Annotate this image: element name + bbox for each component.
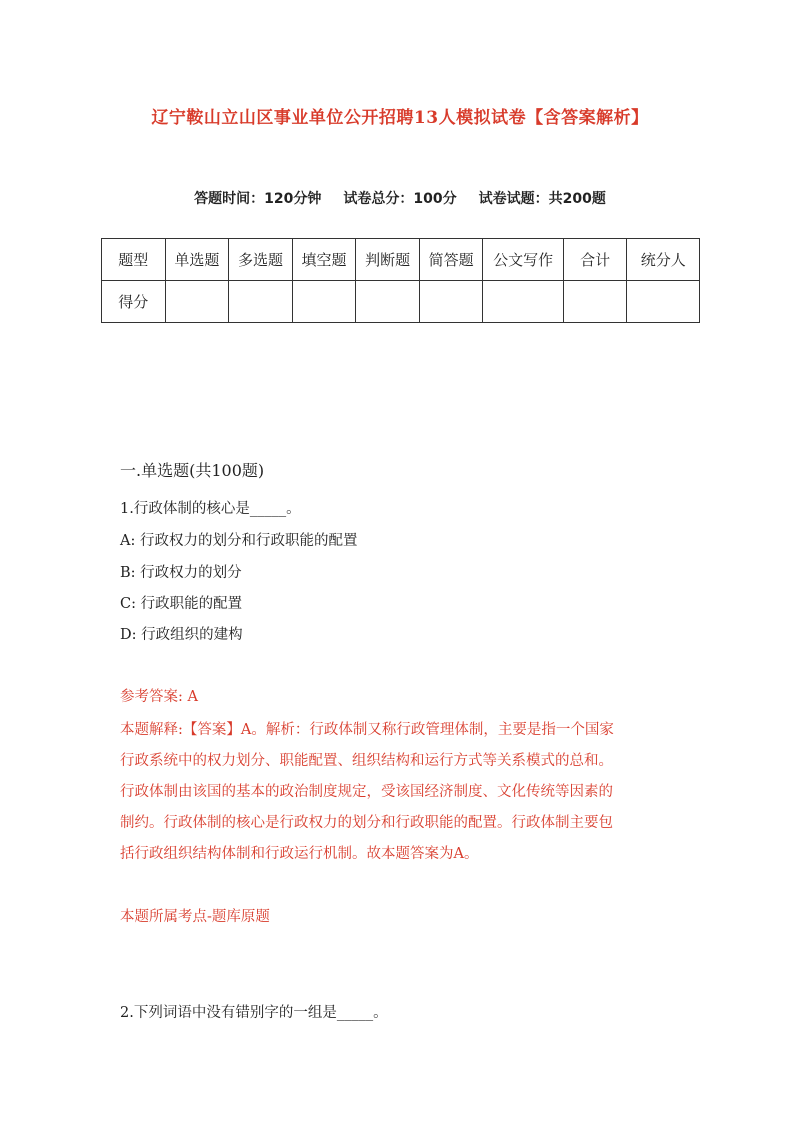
table-header-cell: 判断题 — [356, 239, 420, 281]
score-table — [101, 238, 700, 323]
table-header-cell: 公文写作 — [483, 239, 563, 281]
question-1-option-a: A: 行政权力的划分和行政职能的配置 — [120, 533, 358, 549]
section-title: 一.单选题(共100题) — [120, 461, 265, 480]
score-cell — [165, 281, 229, 323]
score-cell — [627, 281, 700, 323]
score-cell — [419, 281, 483, 323]
score-cell — [356, 281, 420, 323]
explanation-line: 制约。行政体制的核心是行政权力的划分和行政职能的配置。行政体制主要包 — [120, 815, 613, 831]
table-header-cell: 填空题 — [292, 239, 356, 281]
question-1-option-c: C: 行政职能的配置 — [120, 596, 243, 612]
table-row-label: 得分 — [102, 281, 166, 323]
explanation-line: 行政体制由该国的基本的政治制度规定，受该国经济制度、文化传统等因素的 — [120, 784, 613, 800]
table-header-cell: 简答题 — [419, 239, 483, 281]
exam-question-count: 试卷试题：共200题 — [478, 191, 606, 207]
table-header-cell: 统分人 — [627, 239, 700, 281]
explanation-line: 行政系统中的权力划分、职能配置、组织结构和运行方式等关系模式的总和。 — [120, 753, 613, 769]
question-1-explanation — [120, 715, 682, 870]
exam-info — [0, 188, 800, 208]
table-header-cell: 合计 — [563, 239, 627, 281]
score-cell — [229, 281, 293, 323]
score-cell — [563, 281, 627, 323]
table-header-cell: 题型 — [102, 239, 166, 281]
score-cell — [483, 281, 563, 323]
question-1-source: 本题所属考点-题库原题 — [120, 909, 270, 925]
question-1-option-b: B: 行政权力的划分 — [120, 565, 242, 581]
question-1-option-d: D: 行政组织的建构 — [120, 627, 243, 643]
score-cell — [292, 281, 356, 323]
page-title: 辽宁鞍山立山区事业单位公开招聘13人模拟试卷【含答案解析】 — [151, 108, 649, 128]
exam-total-score: 试卷总分：100分 — [343, 191, 457, 207]
explanation-line: 括行政组织结构体制和行政运行机制。故本题答案为A。 — [120, 846, 479, 862]
explanation-line: 本题解释:【答案】A。解析：行政体制又称行政管理体制，主要是指一个国家 — [120, 722, 614, 738]
table-header-cell: 单选题 — [165, 239, 229, 281]
question-2-stem: 2.下列词语中没有错别字的一组是_____。 — [120, 1005, 388, 1021]
question-1-answer: 参考答案: A — [120, 689, 198, 705]
exam-time: 答题时间：120分钟 — [194, 191, 322, 207]
question-1-stem: 1.行政体制的核心是_____。 — [120, 501, 301, 517]
table-header-cell: 多选题 — [229, 239, 293, 281]
score-table-score-row — [102, 281, 700, 323]
score-table-header-row — [102, 239, 700, 281]
